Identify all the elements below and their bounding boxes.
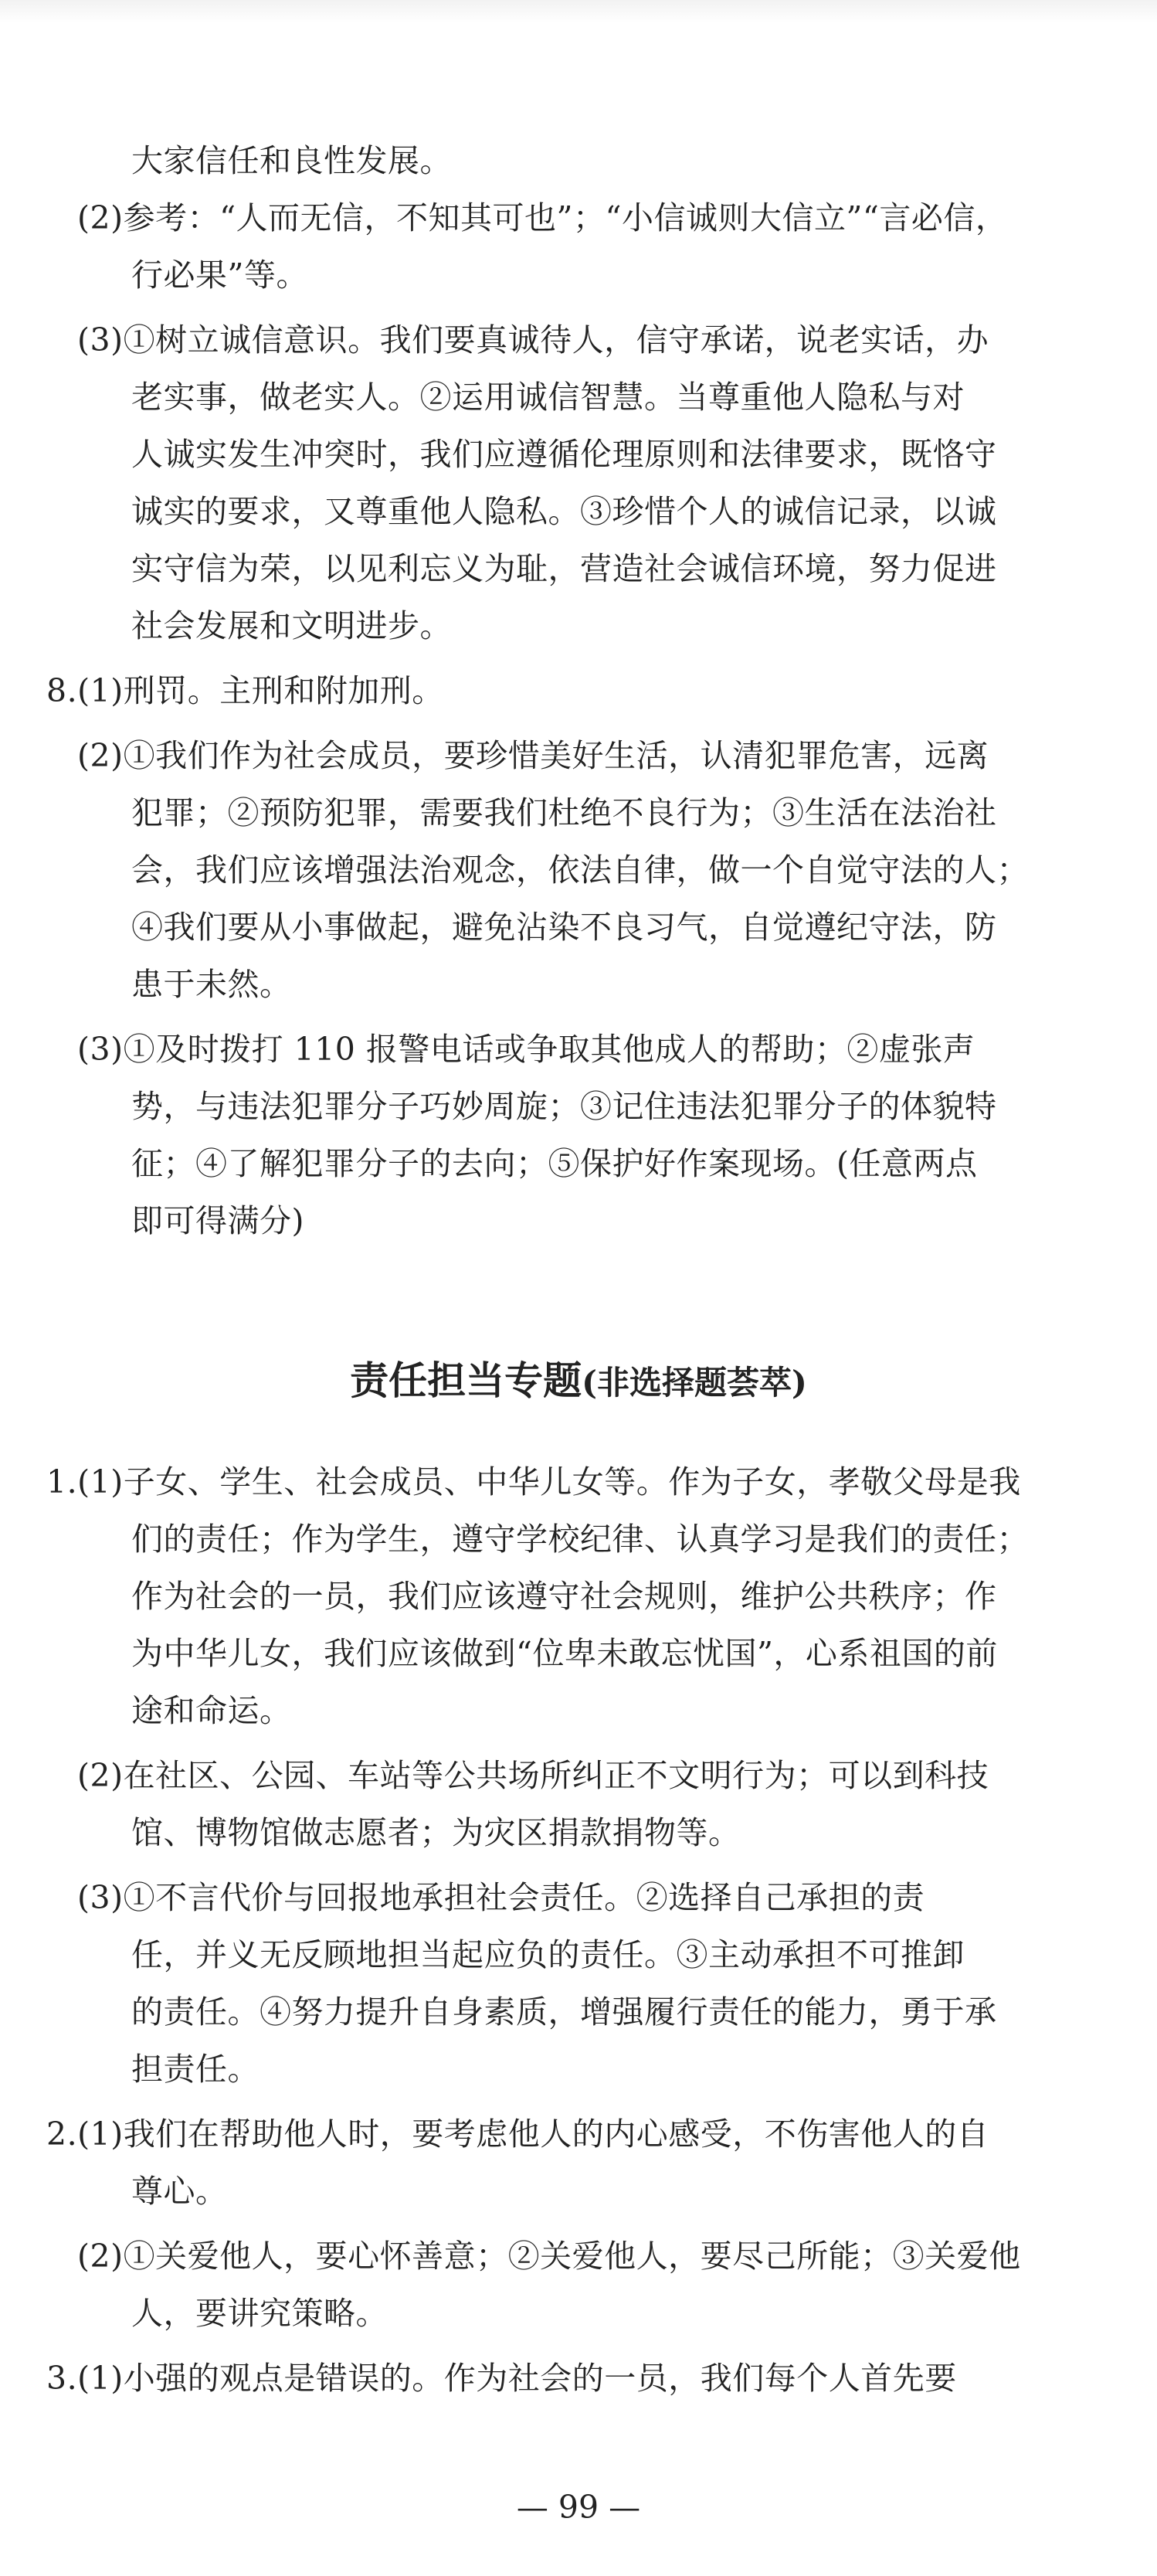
text-line: 途和命运。 [131, 1692, 292, 1729]
text-line: 们的责任；作为学生，遵守学校纪律、认真学习是我们的责任； [131, 1521, 1029, 1558]
text-line: 人诚实发生冲突时，我们应遵循伦理原则和法律要求，既恪守 [131, 436, 997, 473]
text-line: 患于未然。 [131, 966, 292, 1003]
text-line: 8.(1)刑罚。主刑和附加刑。 [46, 672, 444, 709]
text-line: 作为社会的一员，我们应该遵守社会规则，维护公共秩序；作 [131, 1578, 997, 1615]
text-line: 社会发展和文明进步。 [131, 607, 452, 644]
text-line: (2)参考：“人而无信，不知其可也”；“小信诚则大信立”“言必信， [77, 199, 1008, 236]
text-line: 诚实的要求，又尊重他人隐私。③珍惜个人的诚信记录，以诚 [131, 493, 997, 530]
text-line: 任，并义无反顾地担当起应负的责任。③主动承担不可推卸 [131, 1936, 965, 1973]
text-line: 犯罪；②预防犯罪，需要我们杜绝不良行为；③生活在法治社 [131, 794, 997, 831]
text-line: ④我们要从小事做起，避免沾染不良习气，自觉遵纪守法，防 [131, 909, 997, 946]
text-line: 3.(1)小强的观点是错误的。作为社会的一员，我们每个人首先要 [46, 2360, 957, 2397]
text-line: 2.(1)我们在帮助他人时，要考虑他人的内心感受，不伤害他人的自 [46, 2116, 989, 2153]
text-line: 馆、博物馆做志愿者；为灾区捐款捐物等。 [131, 1814, 741, 1851]
text-line: 老实事，做老实人。②运用诚信智慧。当尊重他人隐私与对 [131, 379, 965, 416]
text-line: 征；④了解犯罪分子的去向；⑤保护好作案现场。(任意两点 [131, 1145, 978, 1182]
text-line: (3)①树立诚信意识。我们要真诚待人，信守承诺，说老实话，办 [77, 321, 989, 359]
section-heading [0, 1354, 1157, 1410]
text-line: (2)①关爱他人，要心怀善意；②关爱他人，要尽己所能；③关爱他 [77, 2238, 1021, 2275]
text-line: 大家信任和良性发展。 [131, 142, 452, 179]
text-line: 势，与违法犯罪分子巧妙周旋；③记住违法犯罪分子的体貌特 [131, 1088, 997, 1125]
section-heading-sub: (非选择题荟萃) [582, 1364, 807, 1402]
text-line: 担责任。 [131, 2051, 260, 2088]
text-line: (3)①及时拨打 110 报警电话或争取其他成人的帮助；②虚张声 [77, 1031, 975, 1068]
text-line: 即可得满分) [131, 1202, 304, 1239]
text-line: 1.(1)子女、学生、社会成员、中华儿女等。作为子女，孝敬父母是我 [46, 1463, 1021, 1500]
text-line: (2)在社区、公园、车站等公共场所纠正不文明行为；可以到科技 [77, 1757, 989, 1794]
text-line: 的责任。④努力提升自身素质，增强履行责任的能力，勇于承 [131, 1993, 997, 2031]
text-line: 实守信为荣，以见利忘义为耻，营造社会诚信环境，努力促进 [131, 550, 997, 587]
page-number: — 99 — [516, 2489, 641, 2526]
text-line: (2)①我们作为社会成员，要珍惜美好生活，认清犯罪危害，远离 [77, 737, 989, 774]
text-line: 行必果”等。 [131, 257, 308, 294]
text-line: (3)①不言代价与回报地承担社会责任。②选择自己承担的责 [77, 1879, 925, 1916]
scan-top-edge [0, 0, 1157, 23]
text-line: 会，我们应该增强法治观念，依法自律，做一个自觉守法的人； [131, 851, 1029, 889]
text-line: 尊心。 [131, 2173, 228, 2210]
text-line: 为中华儿女，我们应该做到“位卑未敢忘忧国”，心系祖国的前 [131, 1635, 998, 1672]
text-line: 人，要讲究策略。 [131, 2295, 388, 2332]
section-heading-main: 责任担当专题 [350, 1358, 582, 1403]
